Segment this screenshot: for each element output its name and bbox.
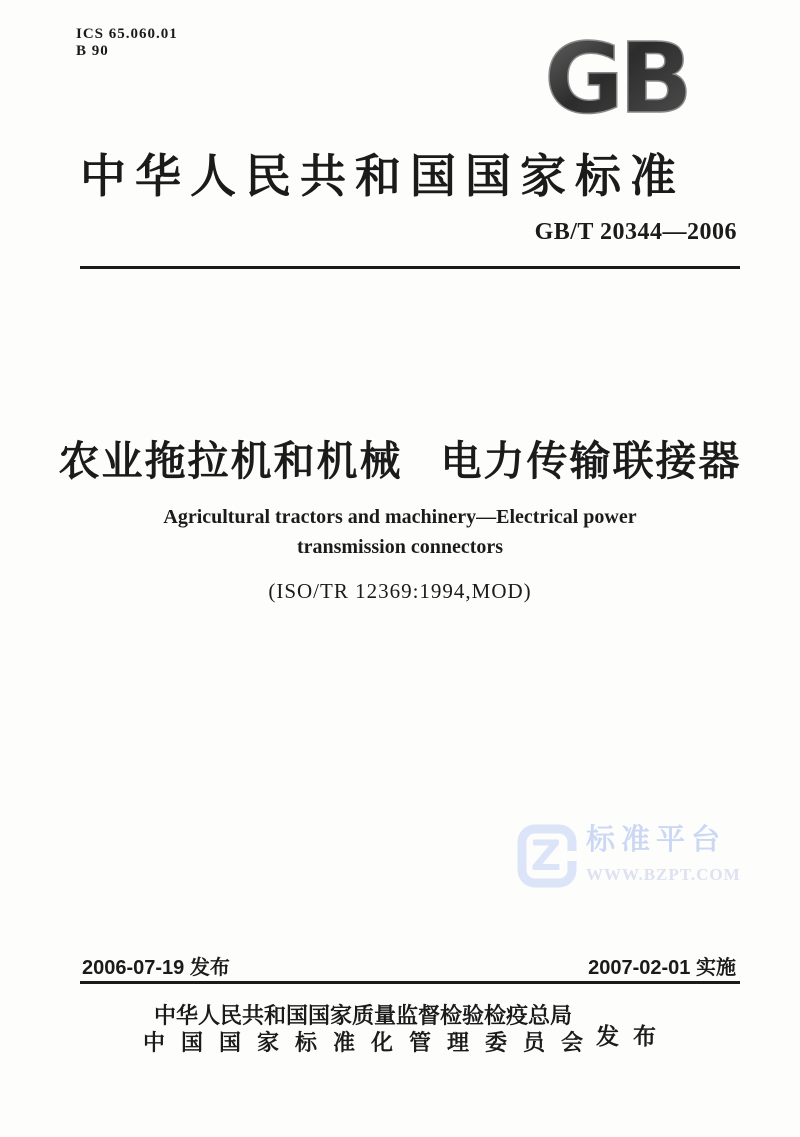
issue-date: 2006-07-19 xyxy=(82,957,185,979)
title-chinese-part2: 电力传输联接器 xyxy=(440,438,742,484)
gb-logo-icon xyxy=(536,30,692,126)
watermark-name: 标准平台 xyxy=(586,824,727,856)
date-row xyxy=(82,951,736,980)
title-english xyxy=(0,502,800,562)
publisher-block xyxy=(140,1002,599,1056)
implementation-date-line xyxy=(588,951,736,980)
gb-logo-text: GB xyxy=(544,30,688,126)
footer-divider xyxy=(80,981,740,984)
header-divider xyxy=(80,266,740,269)
watermark-url: WWW.BZPT.COM xyxy=(586,865,741,884)
watermark-text xyxy=(586,824,741,885)
publisher-line1: 中华人民共和国国家质量监督检验检疫总局 xyxy=(153,1003,572,1028)
title-chinese xyxy=(0,428,800,487)
title-english-line2: transmission connectors xyxy=(296,536,504,558)
publish-label: 发布 xyxy=(596,1024,670,1049)
watermark-logo-icon xyxy=(516,824,578,888)
watermark-logo-letter: Z xyxy=(530,831,562,880)
ics-category: B 90 xyxy=(76,43,109,59)
ics-classification xyxy=(76,26,178,60)
watermark xyxy=(516,824,741,888)
ics-code: ICS 65.060.01 xyxy=(76,26,178,42)
iso-reference: (ISO/TR 12369:1994,MOD) xyxy=(268,579,532,603)
page-title: 中华人民共和国国家标准 xyxy=(80,151,685,202)
issue-date-line xyxy=(82,951,230,980)
title-english-line1: Agricultural tractors and machinery—Electrical power xyxy=(163,506,637,528)
title-chinese-part1: 农业拖拉机和机械 xyxy=(58,438,403,484)
publisher-line2: 中国国家标准化管理委员会 xyxy=(142,1030,599,1055)
issue-label: 发布 xyxy=(189,957,230,979)
standard-number: GB/T 20344—2006 xyxy=(534,219,737,245)
implementation-date: 2007-02-01 xyxy=(588,957,691,979)
implementation-label: 实施 xyxy=(696,957,736,979)
